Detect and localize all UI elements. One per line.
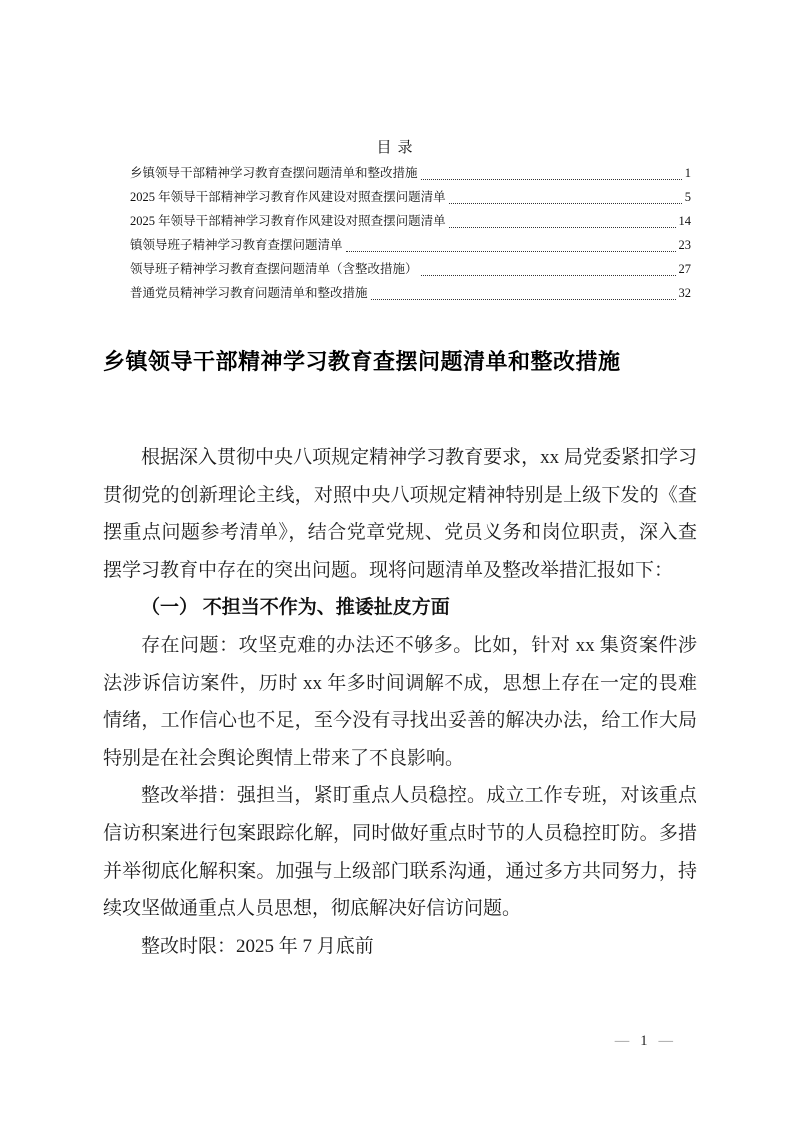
toc-entry[interactable]: [130, 209, 691, 233]
toc-entry-page-number: 14: [678, 214, 691, 228]
toc-entry[interactable]: [130, 281, 691, 305]
toc-entry-label: 普通党员精神学习教育问题清单和整改措施: [130, 286, 368, 300]
toc-entry-page-number: 5: [684, 190, 691, 204]
toc-entry-page-number: 27: [678, 262, 691, 276]
table-of-contents: [0, 0, 793, 305]
problem-paragraph: 存在问题：攻坚克难的办法还不够多。比如，针对 xx 集资案件涉法涉诉信访案件，历时 xx 年多时间调解不成，思想上存在一定的畏难情绪，工作信心也不足，至今没有寻找出妥善的解决办法，给工作大局特别是在社会舆论舆情上带来了不良影响。: [103, 634, 697, 769]
footer-page-number: 1: [640, 1033, 648, 1049]
footer-dash-left: —: [614, 1033, 630, 1049]
toc-entry-page-number: 1: [684, 166, 691, 180]
toc-entry[interactable]: [130, 161, 691, 185]
toc-entry-label: 2025 年领导干部精神学习教育作风建设对照查摆问题清单: [130, 190, 446, 204]
intro-paragraph: 根据深入贯彻中央八项规定精神学习教育要求，xx 局党委紧扣学习贯彻党的创新理论主线，对照中央八项规定精神特别是上级下发的《查摆重点问题参考清单》，结合党章党规、党员义务和岗位职责，深入查摆学习教育中存在的突出问题。现将问题清单及整改举措汇报如下：: [103, 447, 697, 581]
document-title: 乡镇领导干部精神学习教育查摆问题清单和整改措施: [103, 349, 621, 374]
toc-entry-label: 乡镇领导干部精神学习教育查摆问题清单和整改措施: [130, 166, 418, 180]
measures-paragraph: 整改举措：强担当，紧盯重点人员稳控。成立工作专班，对该重点信访积案进行包案跟踪化解，同时做好重点时节的人员稳控盯防。多措并举彻底化解积案。加强与上级部门联系沟通，通过多方共同努力，持续攻坚做通重点人员思想，彻底解决好信访问题。: [103, 785, 697, 920]
page-footer: [615, 1031, 673, 1051]
toc-entry-label: 镇领导班子精神学习教育查摆问题清单: [130, 238, 343, 252]
toc-entry-label: 2025 年领导干部精神学习教育作风建设对照查摆问题清单: [130, 214, 446, 228]
toc-dot-leader: [346, 251, 676, 252]
toc-entry[interactable]: [130, 185, 691, 209]
toc-entry-label: 领导班子精神学习教育查摆问题清单（含整改措施）: [130, 262, 418, 276]
toc-dot-leader: [421, 179, 682, 180]
toc-dot-leader: [449, 203, 682, 204]
toc-dot-leader: [371, 299, 676, 300]
toc-dot-leader: [421, 275, 676, 276]
toc-entry-list: [130, 161, 691, 305]
footer-dash-right: —: [658, 1033, 673, 1049]
deadline-paragraph: 整改时限：2025 年 7 月底前: [141, 935, 374, 957]
toc-entry-page-number: 32: [678, 286, 691, 300]
toc-dot-leader: [449, 227, 676, 228]
document-body: [103, 439, 697, 965]
toc-entry[interactable]: [130, 233, 691, 257]
section-heading: （一） 不担当不作为、推诿扯皮方面: [141, 597, 450, 619]
toc-title: 目录: [376, 140, 419, 156]
toc-entry-page-number: 23: [678, 238, 691, 252]
toc-entry[interactable]: [130, 257, 691, 281]
